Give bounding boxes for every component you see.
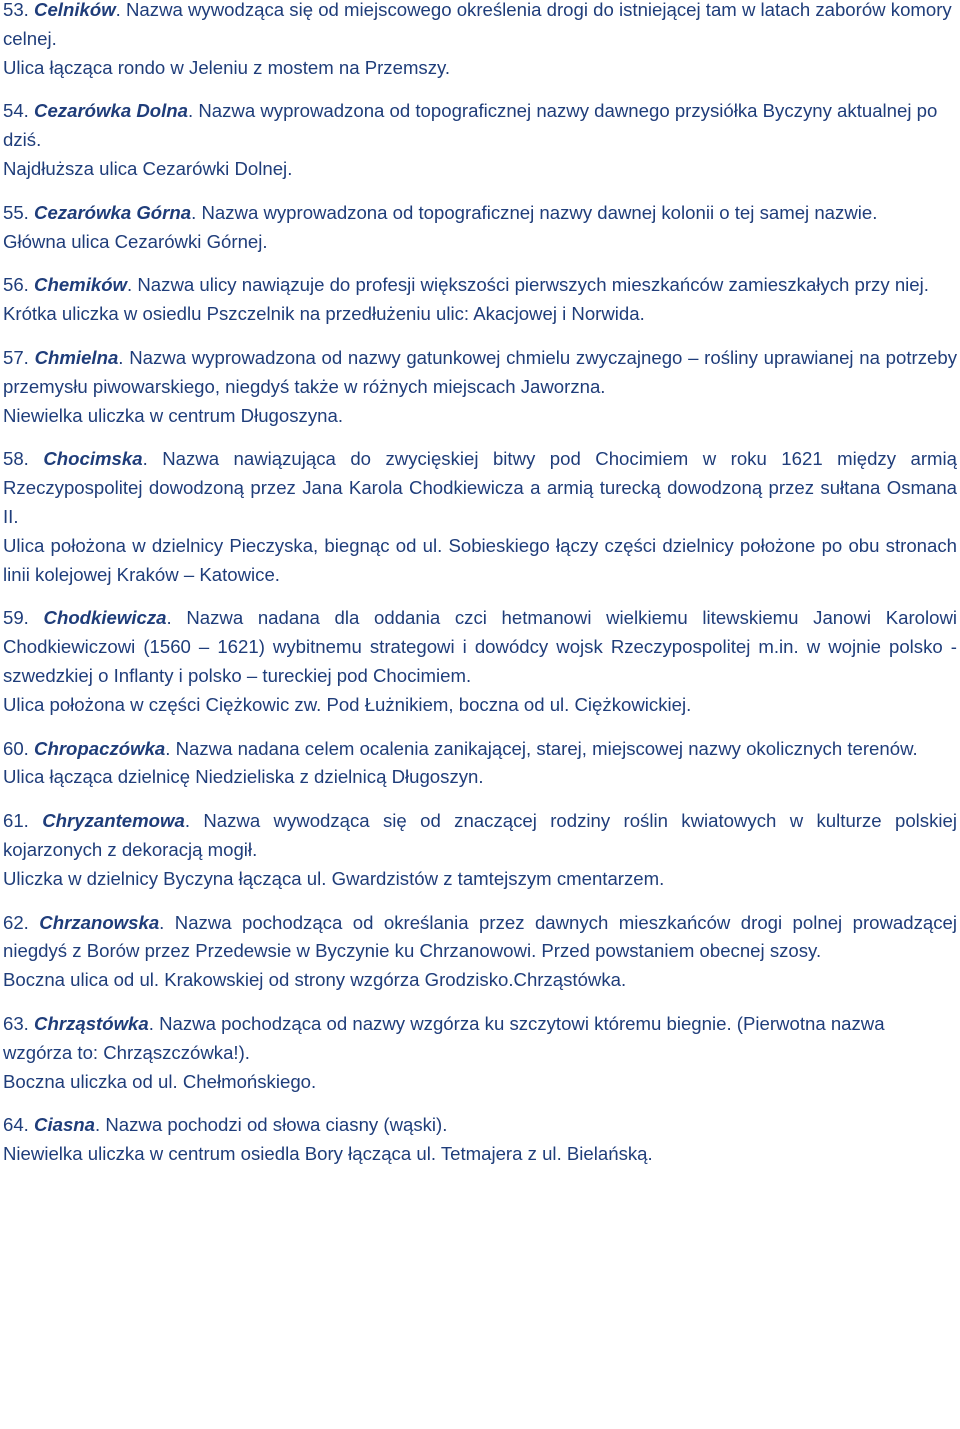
street-entry-55 <box>3 199 957 257</box>
entry-number: 59. <box>3 607 29 629</box>
entry-location: Ulica położona w części Ciężkowic zw. Pod Łużnikiem, boczna od ul. Ciężkowickiej. <box>3 693 692 715</box>
entry-origin-paragraph <box>3 445 957 531</box>
entry-origin: Nazwa wyprowadzona od topograficznej nazwy dawnej kolonii o tej samej nazwie. <box>201 201 878 223</box>
entry-heading: 56. Chemików. <box>3 274 133 296</box>
street-name: Cezarówka Dolna <box>34 100 188 122</box>
entry-origin-paragraph <box>3 0 957 54</box>
entry-heading: 64. Ciasna. <box>3 1114 101 1136</box>
street-name: Chocimska <box>43 448 143 470</box>
street-name: Chodkiewicza <box>43 607 167 629</box>
entry-origin: Nazwa wywodząca się od miejscowego określenia drogi do istniejącej tam w latach zaborów komory celnej. <box>3 0 952 49</box>
street-entry-54 <box>3 97 957 183</box>
street-name: Chrzanowska <box>39 911 160 933</box>
entry-origin-paragraph <box>3 807 957 865</box>
entry-origin: Nazwa pochodząca od określania przez dawnych mieszkańców drogi polnej prowadzącej niegdyś z Borów przez Przedewsie w Byczynie ku Chrzanowowi. Przed powstaniem obecnej szosy. <box>3 911 957 962</box>
entry-location: Niewielka uliczka w centrum osiedla Bory łącząca ul. Tetmajera z ul. Bielańską. <box>3 1143 653 1165</box>
entry-origin: Nazwa pochodząca od nazwy wzgórza ku szczytowi któremu biegnie. (Pierwotna nazwa wzgórza to: Chrząszczówka!). <box>3 1012 885 1063</box>
entry-origin: Nazwa nadana celem ocalenia zanikającej, starej, miejscowej nazwy okolicznych terenów. <box>175 737 918 759</box>
entry-heading: 54. Cezarówka Dolna. <box>3 100 194 122</box>
street-name: Chmielna <box>34 346 119 368</box>
entry-heading: 62. Chrzanowska. <box>3 911 165 933</box>
street-entry-64 <box>3 1111 957 1169</box>
entry-origin: Nazwa ulicy nawiązuje do profesji większości pierwszych mieszkańców zamieszkałych przy niej. <box>137 274 929 296</box>
entry-origin-paragraph <box>3 97 957 155</box>
entry-heading: 60. Chropaczówka. <box>3 737 171 759</box>
entry-heading: 61. Chryzantemowa. <box>3 810 190 832</box>
entry-number: 56. <box>3 274 29 296</box>
entry-origin-paragraph <box>3 1111 957 1140</box>
entry-number: 62. <box>3 911 29 933</box>
entry-origin: Nazwa nawiązująca do zwycięskiej bitwy pod Chocimiem w roku 1621 między armią Rzeczypospolitej dowodzoną przez Jana Karola Chodkiewicza a armią turecką dowodzoną przez sułtana Osmana II. <box>3 448 957 527</box>
entry-heading: 58. Chocimska. <box>3 448 148 470</box>
street-name: Cezarówka Górna <box>34 201 192 223</box>
entry-number: 58. <box>3 448 29 470</box>
street-entry-57 <box>3 344 957 430</box>
entry-heading: 59. Chodkiewicza. <box>3 607 172 629</box>
street-entry-60 <box>3 735 957 793</box>
entry-heading: 63. Chrząstówka. <box>3 1012 154 1034</box>
entry-location: Boczna ulica od ul. Krakowskiej od strony wzgórza Grodzisko.Chrząstówka. <box>3 969 627 991</box>
entry-origin: Nazwa wyprowadzona od topograficznej nazwy dawnego przysiółka Byczyny aktualnej po dziś. <box>3 100 938 151</box>
street-entry-56 <box>3 271 957 329</box>
street-name: Chrząstówka <box>34 1012 149 1034</box>
entry-number: 61. <box>3 810 29 832</box>
street-name: Chryzantemowa <box>42 810 185 832</box>
entry-location: Ulica położona w dzielnicy Pieczyska, biegnąc od ul. Sobieskiego łączy części dzielnicy położone po obu stronach linii kolejowej Kraków – Katowice. <box>3 534 957 585</box>
entry-origin-paragraph <box>3 909 957 967</box>
entry-origin-paragraph <box>3 344 957 402</box>
street-entry-61 <box>3 807 957 893</box>
entry-location: Najdłuższa ulica Cezarówki Dolnej. <box>3 157 293 179</box>
street-name: Chemików <box>34 274 128 296</box>
entry-origin-paragraph <box>3 199 957 228</box>
entry-origin: Nazwa wyprowadzona od nazwy gatunkowej chmielu zwyczajnego – rośliny uprawianej na potrzeby przemysłu piwowarskiego, niegdyś także w różnych miejscach Jaworzna. <box>3 346 957 397</box>
street-name: Ciasna <box>34 1114 96 1136</box>
entry-location: Boczna uliczka od ul. Chełmońskiego. <box>3 1070 317 1092</box>
entry-origin-paragraph <box>3 271 957 300</box>
entry-number: 57. <box>3 346 29 368</box>
entry-number: 64. <box>3 1114 29 1136</box>
street-entry-58 <box>3 445 957 589</box>
entry-origin: Nazwa nadana dla oddania czci hetmanowi wielkiemu litewskiemu Janowi Karolowi Chodkiewiczowi (1560 – 1621) wybitnemu strategowi i dowódcy wojsk Rzeczypospolitej m.in. w wojnie polsko - szwedzkiej o Inflanty i polsko – tureckiej pod Chocimiem. <box>3 607 958 686</box>
entry-location: Krótka uliczka w osiedlu Pszczelnik na przedłużeniu ulic: Akacjowej i Norwida. <box>3 303 645 325</box>
entry-location: Niewielka uliczka w centrum Długoszyna. <box>3 404 343 426</box>
entry-heading: 57. Chmielna. <box>3 346 124 368</box>
entry-origin-paragraph <box>3 1010 957 1068</box>
entry-origin: Nazwa pochodzi od słowa ciasny (wąski). <box>105 1114 448 1136</box>
entry-location: Ulica łącząca dzielnicę Niedzieliska z dzielnicą Długoszyn. <box>3 766 484 788</box>
entry-origin-paragraph <box>3 604 957 690</box>
entry-location: Ulica łącząca rondo w Jeleniu z mostem na Przemszy. <box>3 56 451 78</box>
street-entry-53 <box>3 0 957 82</box>
street-name: Celników <box>34 0 116 20</box>
street-entry-63 <box>3 1010 957 1096</box>
entry-heading: 53. Celników. <box>3 0 121 20</box>
document-page <box>3 0 957 1184</box>
street-name: Chropaczówka <box>34 737 166 759</box>
entry-number: 60. <box>3 737 29 759</box>
street-entry-59 <box>3 604 957 719</box>
entry-location: Główna ulica Cezarówki Górnej. <box>3 230 268 252</box>
street-entry-62 <box>3 909 957 995</box>
entry-number: 63. <box>3 1012 29 1034</box>
entry-origin-paragraph <box>3 735 957 764</box>
entry-location: Uliczka w dzielnicy Byczyna łącząca ul. Gwardzistów z tamtejszym cmentarzem. <box>3 867 665 889</box>
entry-number: 54. <box>3 100 29 122</box>
entry-number: 53. <box>3 0 29 20</box>
entry-number: 55. <box>3 201 29 223</box>
entry-origin: Nazwa wywodząca się od znaczącej rodziny roślin kwiatowych w kulturze polskiej kojarzonych z dekoracją mogił. <box>3 810 957 860</box>
entry-heading: 55. Cezarówka Górna. <box>3 201 197 223</box>
